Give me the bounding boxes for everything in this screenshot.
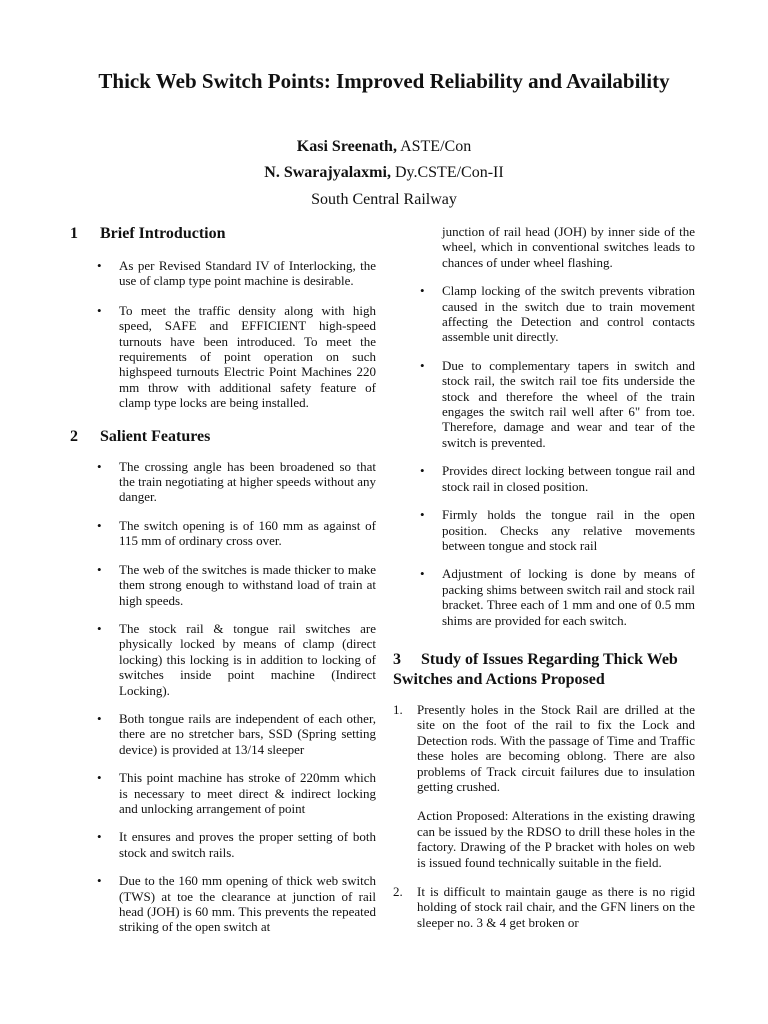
- bullet-icon: •: [420, 507, 425, 523]
- author-name: Kasi Sreenath,: [296, 138, 397, 155]
- list-item: • Adjustment of locking is done by means of packing shims between switch rail and stock rail bracket. Three each of 1 mm and one of 0.5 mm shims are provided for each switch.: [420, 566, 695, 628]
- bullet-icon: •: [97, 873, 102, 889]
- list-item: [393, 702, 695, 870]
- author-role: ASTE/Con: [396, 138, 472, 155]
- section-number: 2: [70, 427, 78, 445]
- section-3: [393, 650, 695, 930]
- bullet-icon: •: [97, 258, 102, 273]
- list-item: • This point machine has stroke of 220mm which is necessary to meet direct & indirect locking and unlocking arrangement of point: [97, 770, 376, 816]
- issues-list: [393, 702, 695, 930]
- section-number: 1: [70, 225, 78, 242]
- bullet-icon: •: [420, 566, 425, 582]
- list-item: • As per Revised Standard IV of Interlocking, the use of clamp type point machine is desirable.: [97, 258, 376, 289]
- bullet-icon: •: [420, 357, 425, 373]
- list-item-continuation: junction of rail head (JOH) by inner side of the wheel, which in conventional switches leads to chances of under wheel flashing.: [442, 224, 695, 270]
- bullet-icon: •: [97, 770, 102, 786]
- list-item: • Clamp locking of the switch prevents vibration caused in the switch due to train movement affecting the Detection and control contacts assemble unit directly.: [420, 283, 695, 345]
- list-item: • Due to complementary tapers in switch and stock rail, the switch rail toe fits underside the stock and therefore the wheel of the train engages the switch rail well after 6" from toe. Therefore, damage and wear and tear of the switch is prevented.: [420, 357, 695, 450]
- bullet-icon: •: [97, 302, 102, 318]
- author-line-2: [90, 163, 678, 183]
- bullet-icon: •: [97, 561, 102, 577]
- author-line-1: [90, 137, 678, 157]
- section-title: Brief Introduction: [100, 225, 226, 242]
- list-item: • Due to the 160 mm opening of thick web switch (TWS) at toe the clearance at junction of rail head (JOH) is 60 mm. This prevents the repeated striking of the open switch at: [97, 873, 376, 935]
- author-name: N. Swarajyalaxmi,: [264, 164, 391, 181]
- item-number: 2.: [393, 884, 403, 899]
- action-proposed: Action Proposed: Alterations in the existing drawing can be issued by the RDSO to drill these holes in the factory. Drawing of the P bracket with holes on web is issued found technically suitable in the field.: [417, 808, 695, 870]
- list-item: [393, 884, 695, 930]
- affiliation: South Central Railway: [311, 191, 457, 208]
- bullet-icon: •: [97, 517, 102, 533]
- bullet-icon: •: [420, 283, 425, 299]
- bullet-icon: •: [97, 458, 102, 474]
- bullet-icon: •: [420, 463, 425, 479]
- left-column: [70, 224, 376, 935]
- list-item: • Provides direct locking between tongue rail and stock rail in closed position.: [420, 463, 695, 494]
- right-column: [393, 224, 695, 930]
- list-item: • It ensures and proves the proper setting of both stock and switch rails.: [97, 829, 376, 860]
- features-list: [70, 459, 376, 935]
- section-title: Salient Features: [100, 427, 211, 445]
- list-item: • The crossing angle has been broadened so that the train negotiating at higher speeds without any danger.: [97, 458, 376, 505]
- section-title: Study of Issues Regarding Thick Web Switches and Actions Proposed: [393, 650, 678, 688]
- list-item: • The web of the switches is made thicker to make them strong enough to withstand load of train at high speeds.: [97, 561, 376, 608]
- paper-title: Thick Web Switch Points: Improved Reliability and Availability: [98, 69, 670, 93]
- bullet-icon: •: [97, 829, 102, 845]
- issue-text: Presently holes in the Stock Rail are drilled at the site on the foot of the rail to fix the Lock and Detection rods. With the passage of Time and Traffic these holes are becoming oblong. There are also problems of Track circuit failures due to insulation getting crushed.: [417, 701, 695, 794]
- list-item: • The switch opening is of 160 mm as against of 115 mm of ordinary cross over.: [97, 517, 376, 549]
- section-number: 3: [393, 650, 401, 668]
- intro-list: [70, 258, 376, 411]
- author-role: Dy.CSTE/Con-II: [390, 164, 504, 181]
- issue-text: It is difficult to maintain gauge as there is no rigid holding of stock rail chair, and the GFN liners on the sleeper no. 3 & 4 get broken or: [417, 884, 695, 930]
- list-item: • The stock rail & tongue rail switches are physically locked by means of clamp (direct locking) this locking is in addition to locking of switches inside point machine (Indirect Locking).: [97, 620, 376, 698]
- bullet-icon: •: [97, 620, 102, 636]
- bullet-icon: •: [97, 710, 102, 726]
- item-number: 1.: [393, 701, 403, 717]
- section-heading-1: [70, 224, 376, 244]
- list-item: • Firmly holds the tongue rail in the open position. Checks any relative movements between tongue and stock rail: [420, 507, 695, 553]
- section-heading-2: [70, 427, 376, 447]
- features-list-continued: [393, 224, 695, 628]
- list-item: • To meet the traffic density along with high speed, SAFE and EFFICIENT high-speed turnouts have been introduced. To meet the requirements of point operation on such highspeed turnouts Electric Point Machines 220 mm throw with additional safety feature of clamp type locks are being installed.: [97, 302, 376, 411]
- section-heading-3: [393, 650, 695, 690]
- list-item: • Both tongue rails are independent of each other, there are no stretcher bars, SSD (Spring setting device) is provided at 13/14 sleeper: [97, 710, 376, 757]
